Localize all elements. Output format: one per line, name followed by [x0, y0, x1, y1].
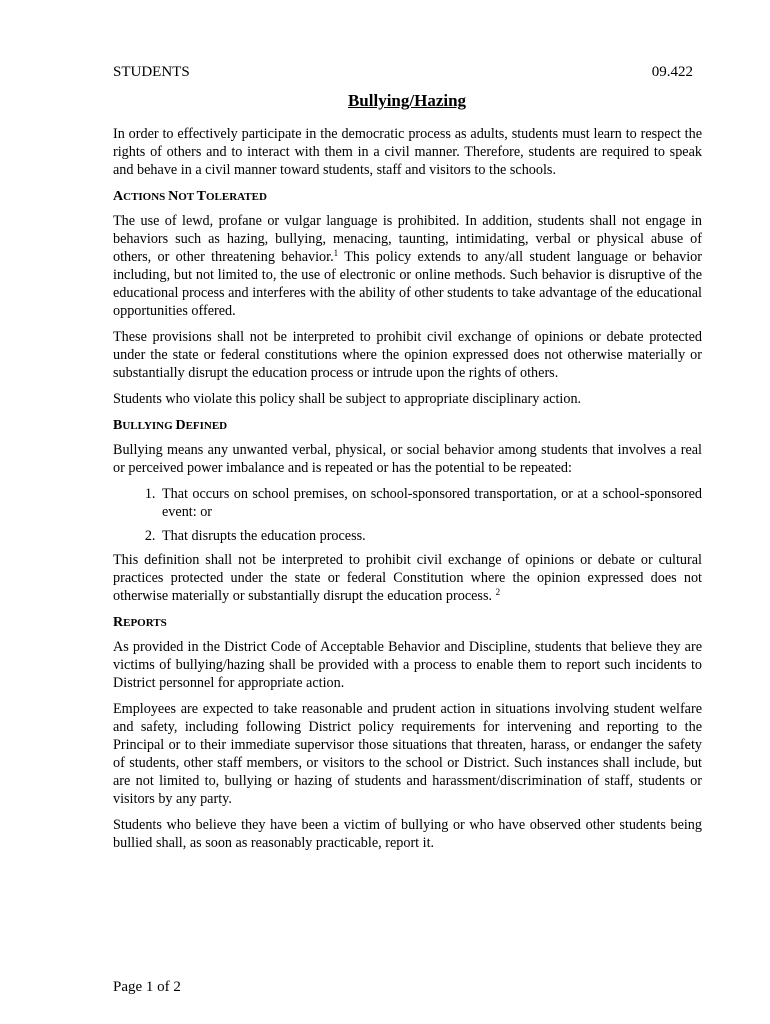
list-item: 2. That disrupts the education process.: [159, 527, 702, 545]
reports-paragraph-3: Students who believe they have been a victim of bullying or who have observed other students being bullied shall, as soon as reasonably practicable, report it.: [113, 817, 702, 851]
list-item: 1. That occurs on school premises, on school-sponsored transportation, or at a school-sponsored event: or: [159, 485, 702, 521]
page-header: [113, 64, 693, 84]
actions-paragraph-2: These provisions shall not be interpreted to prohibit civil exchange of opinions or debate protected under the state or federal constitutions where the opinion expressed does not otherwise materially or substantially disrupt the education process or intrude upon the rights of others.: [113, 329, 702, 381]
actions-p1-text-a: The use of lewd, profane or vulgar language is prohibited. In addition, students shall not engage in behaviors such as hazing, bullying, menacing, taunting, intimidating, verbal or physical abuse of others, or other threatening behavior.: [113, 213, 702, 265]
actions-paragraph-1: [113, 212, 702, 320]
actions-p1-text-b: This policy extends to any/all student language or behavior including, but not limited to, the use of electronic or online methods. Such behavior is disruptive of the educational process and interferes with the ability of other students to take advantage of the educational opportunities offered.: [113, 249, 703, 319]
heading-reports: REPORTS: [113, 615, 167, 630]
heading-bullying-defined: BULLYING DEFINED: [113, 418, 228, 433]
actions-paragraph-3: Students who violate this policy shall be subject to appropriate disciplinary action.: [113, 391, 582, 407]
document-body: [113, 125, 702, 860]
footnote-ref-2: 2: [495, 587, 501, 597]
reports-paragraph-1: As provided in the District Code of Acceptable Behavior and Discipline, students that believe they are victims of bullying/hazing shall be provided with a process to enable them to report such incidents to District personnel for appropriate action.: [113, 639, 702, 691]
page-number: Page 1 of 2: [113, 979, 181, 995]
reports-paragraph-2: Employees are expected to take reasonable and prudent action in situations involving student welfare and safety, including following District policy requirements for intervening and reporting to the Principal or to their immediate supervisor those situations that threaten, harass, or endanger the safety of students, other staff members, or visitors to the school or District. Such instances shall include, but are not limited to, bullying or hazing of students and harassment/discrimination of staff, students or visitors by any party.: [113, 701, 702, 807]
bullying-p2-text: This definition shall not be interpreted to prohibit civil exchange of opinions or debate or cultural practices protected under the state or federal Constitution where the opinion expressed does not otherwise materially or substantially disrupt the education process.: [113, 552, 702, 604]
footnote-ref-1: 1: [333, 248, 339, 258]
bullying-criteria-list: [113, 485, 702, 545]
document-title: Bullying/Hazing: [347, 91, 467, 110]
policy-code: 09.422: [651, 64, 693, 80]
bullying-paragraph-2: [113, 551, 702, 605]
section-label: STUDENTS: [113, 64, 190, 80]
intro-paragraph: In order to effectively participate in the democratic process as adults, students must learn to respect the rights of others and to interact with them in a civil manner. Therefore, students are required to speak and behave in a civil manner toward students, staff and visitors to the schools.: [113, 126, 702, 178]
heading-actions-not-tolerated: ACTIONS NOT TOLERATED: [113, 189, 267, 204]
bullying-paragraph-1: Bullying means any unwanted verbal, physical, or social behavior among students that involves a real or perceived power imbalance and is repeated or has the potential to be repeated:: [113, 442, 702, 476]
